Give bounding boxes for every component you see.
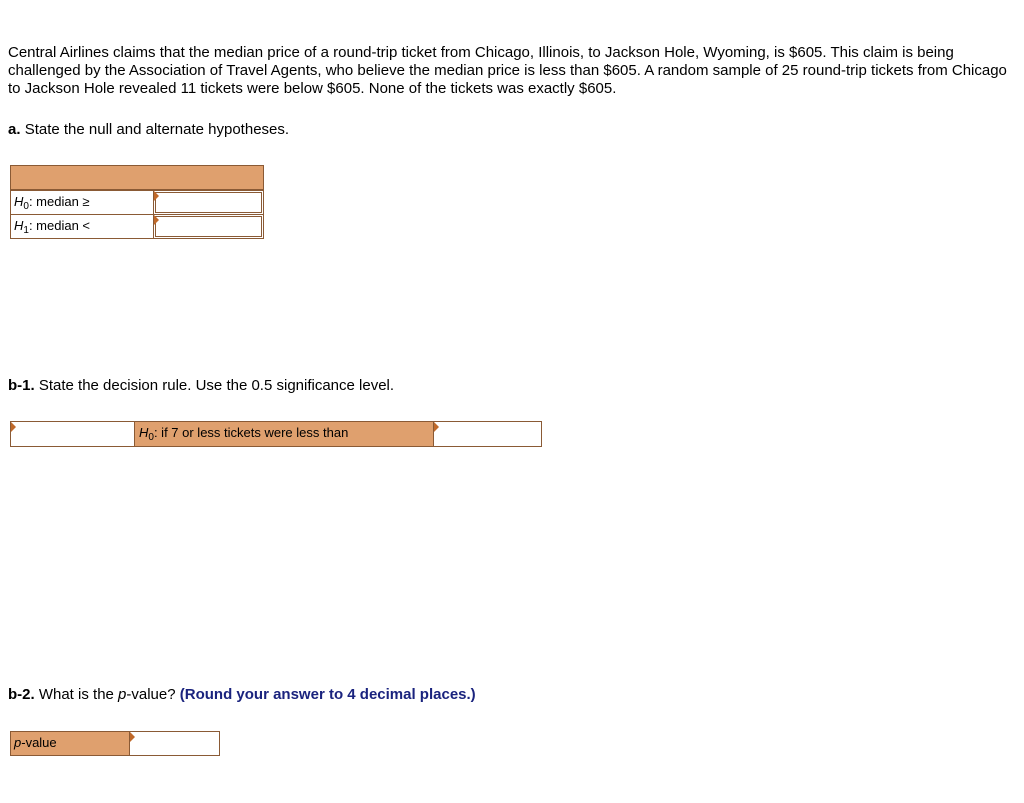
dropdown-marker-icon — [434, 422, 439, 432]
decision-rule-right-cell — [434, 422, 541, 446]
decision-rule-row — [10, 421, 542, 447]
alternate-hypothesis-text: : median < — [28, 218, 91, 233]
h-subscript: 0 — [148, 432, 154, 443]
h-symbol: H — [14, 218, 24, 233]
problem-statement: Central Airlines claims that the median price of a round-trip ticket from Chicago, Illinois, to Jackson Hole, Wyoming, is $605. This claim is being challenged by the Association of Travel Agents, who believe the median price is less than $605. A random sample of 25 round-trip tickets from Chicago to Jackson Hole revealed 11 tickets were below $605. None of the tickets was exactly $605. — [8, 44, 1007, 97]
p-value-input[interactable] — [131, 733, 218, 754]
p-value-input-cell — [130, 732, 219, 755]
dropdown-marker-icon — [11, 422, 16, 432]
question-b1-prompt: State the decision rule. Use the 0.5 significance level. — [38, 377, 395, 394]
alternate-hypothesis-input-cell — [154, 215, 263, 238]
dropdown-marker-icon — [130, 732, 135, 742]
decision-rule-text — [134, 422, 434, 446]
decision-rule-left-input[interactable] — [12, 423, 133, 445]
alternate-hypothesis-label — [11, 215, 154, 238]
h-symbol: H — [14, 194, 24, 209]
null-hypothesis-input-cell — [154, 191, 263, 214]
h-subscript: 1 — [23, 225, 29, 236]
question-a-label: a. — [8, 121, 21, 138]
alternate-hypothesis-row — [11, 214, 263, 238]
dropdown-marker-icon — [154, 191, 159, 201]
dropdown-marker-icon — [154, 215, 159, 225]
decision-rule-label: : if 7 or less tickets were less than — [153, 425, 349, 440]
question-b1 — [8, 377, 394, 395]
decision-rule-right-input[interactable] — [435, 423, 540, 445]
null-hypothesis-label — [11, 191, 154, 214]
rounding-hint: (Round your answer to 4 decimal places.) — [179, 686, 476, 703]
null-hypothesis-text: : median ≥ — [28, 194, 90, 209]
question-a — [8, 121, 289, 139]
null-hypothesis-input[interactable] — [155, 192, 262, 213]
p-value-row — [10, 731, 220, 756]
question-b2-prompt-pre: What is the — [38, 686, 119, 703]
p-value-label — [11, 732, 130, 755]
h-subscript: 0 — [23, 201, 29, 212]
p-value-label-text: -value — [21, 735, 57, 750]
question-b2-label: b-2. — [8, 686, 35, 703]
hypotheses-table-header — [11, 166, 263, 190]
question-b2-prompt-var: p — [118, 686, 127, 703]
alternate-hypothesis-input[interactable] — [155, 216, 262, 237]
decision-rule-left-cell — [11, 422, 134, 446]
h-symbol: H — [139, 425, 149, 440]
question-b1-label: b-1. — [8, 377, 35, 394]
p-symbol: p — [14, 735, 22, 750]
null-hypothesis-row — [11, 190, 263, 214]
question-a-prompt: State the null and alternate hypotheses. — [24, 121, 290, 138]
question-b2 — [8, 686, 476, 704]
hypotheses-table — [10, 165, 264, 239]
question-b2-prompt-post: -value? — [126, 686, 176, 703]
